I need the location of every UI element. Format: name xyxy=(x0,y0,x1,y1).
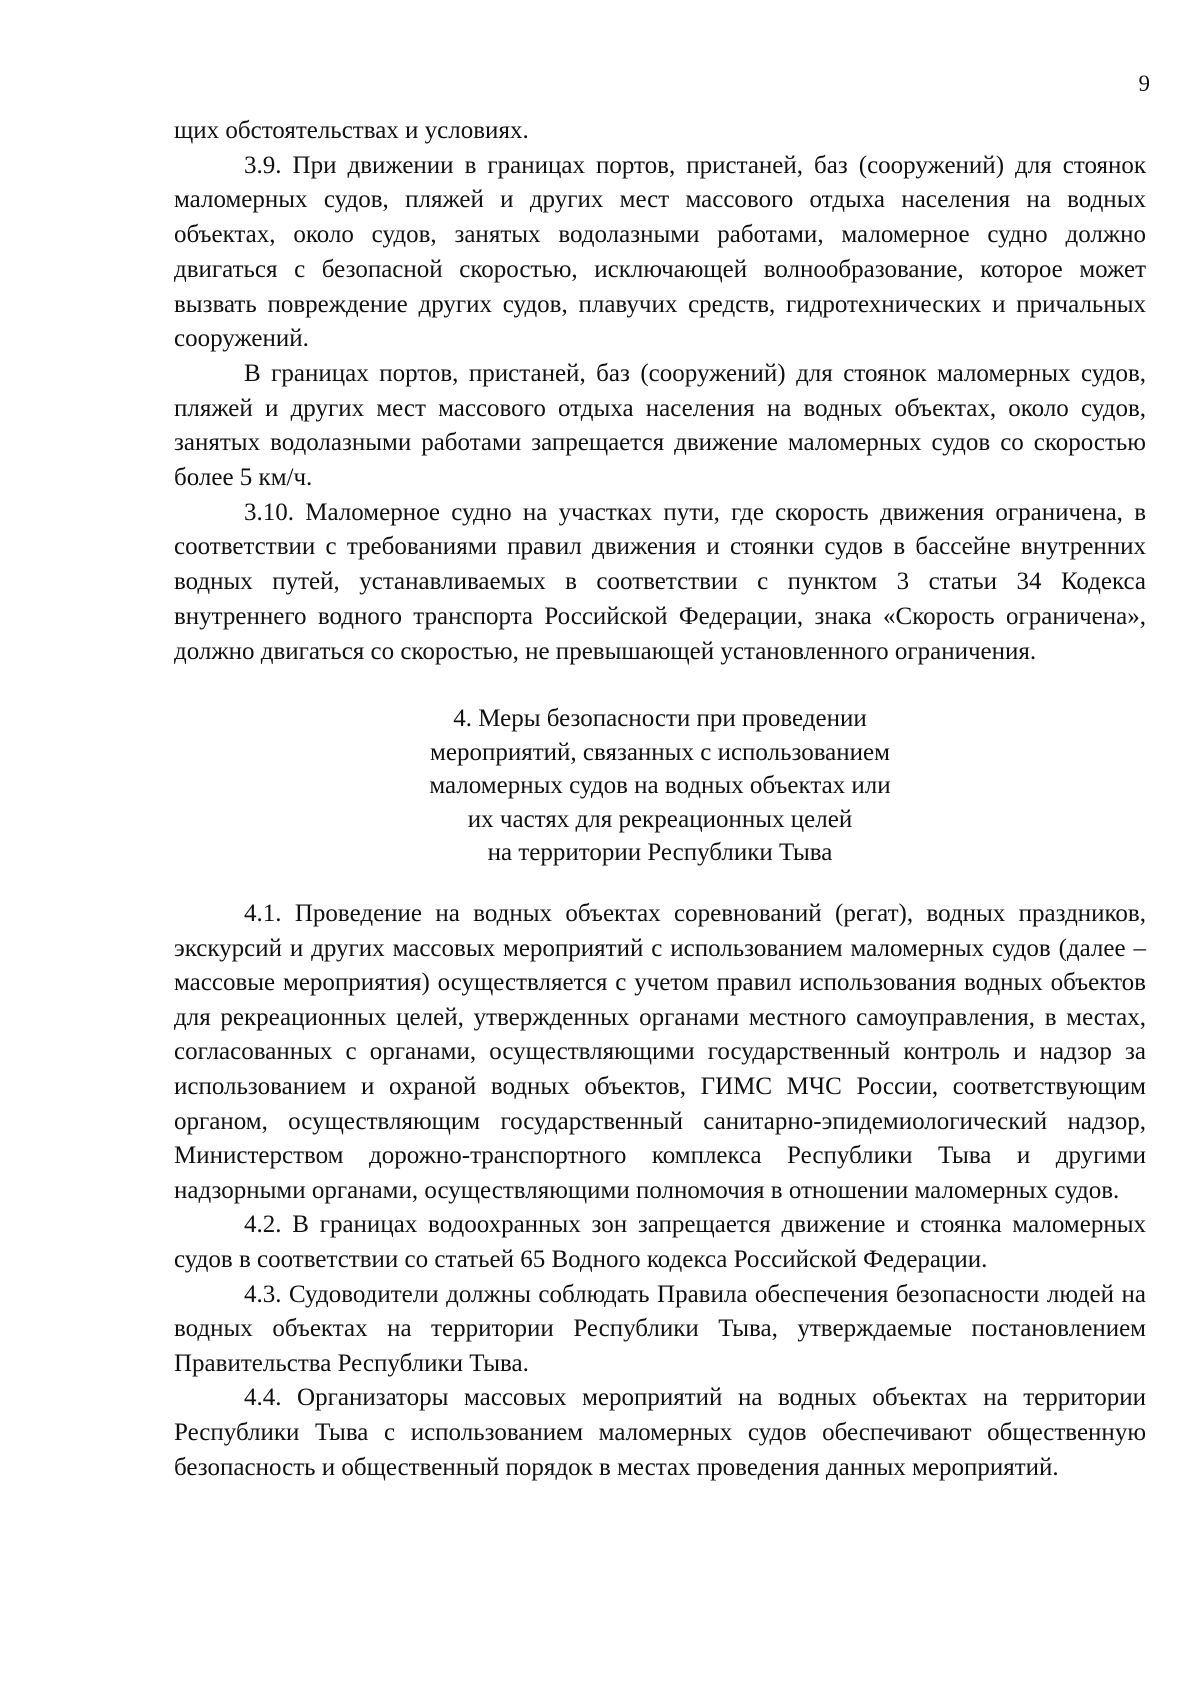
paragraph-4-1: 4.1. Проведение на водных объектах соревнований (регат), водных праздников, экскурсий и других массовых мероприятий с использованием маломерных судов (далее – массовые мероприятия) осуществляется с учетом правил использования водных объектов для рекреационных целей, утвержденных органами местного самоуправления, в местах, согласованных с органами, осуществляющими государственный контроль и надзор за использованием и охраной водных объектов, ГИМС МЧС России, соответствующим органом, осуществляющим государственный санитарно-эпидемиологический надзор, Министерством дорожно-транспортного комплекса Республики Тыва и другими надзорными органами, осуществляющими полномочия в отношении маломерных судов. xyxy=(174,900,1146,1204)
paragraph-continuation: щих обстоятельствах и условиях. xyxy=(174,117,529,144)
heading-line: мероприятий, связанных с использованием xyxy=(430,738,890,766)
heading-line: на территории Республики Тыва xyxy=(487,839,833,866)
section-4-heading xyxy=(174,702,1146,870)
heading-line: 4. Меры безопасности при проведении xyxy=(453,705,867,732)
paragraph-4-4: 4.4. Организаторы массовых мероприятий на водных объектах на территории Республики Тыва с использованием маломерных судов обеспечивают общественную безопасность и общественный порядок в местах проведения данных мероприятий. xyxy=(174,1384,1146,1481)
page-number: 9 xyxy=(1138,71,1150,96)
section-3-continuation xyxy=(174,114,1146,669)
paragraph-3-10: 3.10. Маломерное судно на участках пути, где скорость движения ограничена, в соответствии с требованиями правил движения и стоянки судов в бассейне внутренних водных путей, устанавливаемых в соответствии с пунктом 3 статьи 34 Кодекса внутреннего водного транспорта Российской Федерации, знака «Скорость ограничена», должно двигаться со скоростью, не превышающей установленного ограничения. xyxy=(174,498,1146,665)
heading-line: их частях для рекреационных целей xyxy=(467,805,853,833)
section-4-body xyxy=(174,897,1146,1485)
paragraph-4-2: 4.2. В границах водоохранных зон запрещается движение и стоянка маломерных судов в соответствии со статьей 65 Водного кодекса Российской Федерации. xyxy=(174,1211,1146,1273)
paragraph-4-3: 4.3. Судоводители должны соблюдать Правила обеспечения безопасности людей на водных объектах на территории Республики Тыва, утверждаемые постановлением Правительства Республики Тыва. xyxy=(174,1280,1146,1377)
paragraph-3-9: 3.9. При движении в границах портов, пристаней, баз (сооружений) для стоянок маломерных судов, пляжей и других мест массового отдыха населения на водных объектах, около судов, занятых водолазными работами, маломерное судно должно двигаться с безопасной скоростью, исключающей волнообразование, которое может вызвать повреждение других судов, плавучих средств, гидротехнических и причальных сооружений. xyxy=(174,151,1146,353)
paragraph-3-9-speed-limit: В границах портов, пристаней, баз (сооружений) для стоянок маломерных судов, пляжей и других мест массового отдыха населения на водных объектах, около судов, занятых водолазными работами запрещается движение маломерных судов со скоростью более 5 км/ч. xyxy=(174,359,1146,492)
heading-line: маломерных судов на водных объектах или xyxy=(429,772,891,799)
